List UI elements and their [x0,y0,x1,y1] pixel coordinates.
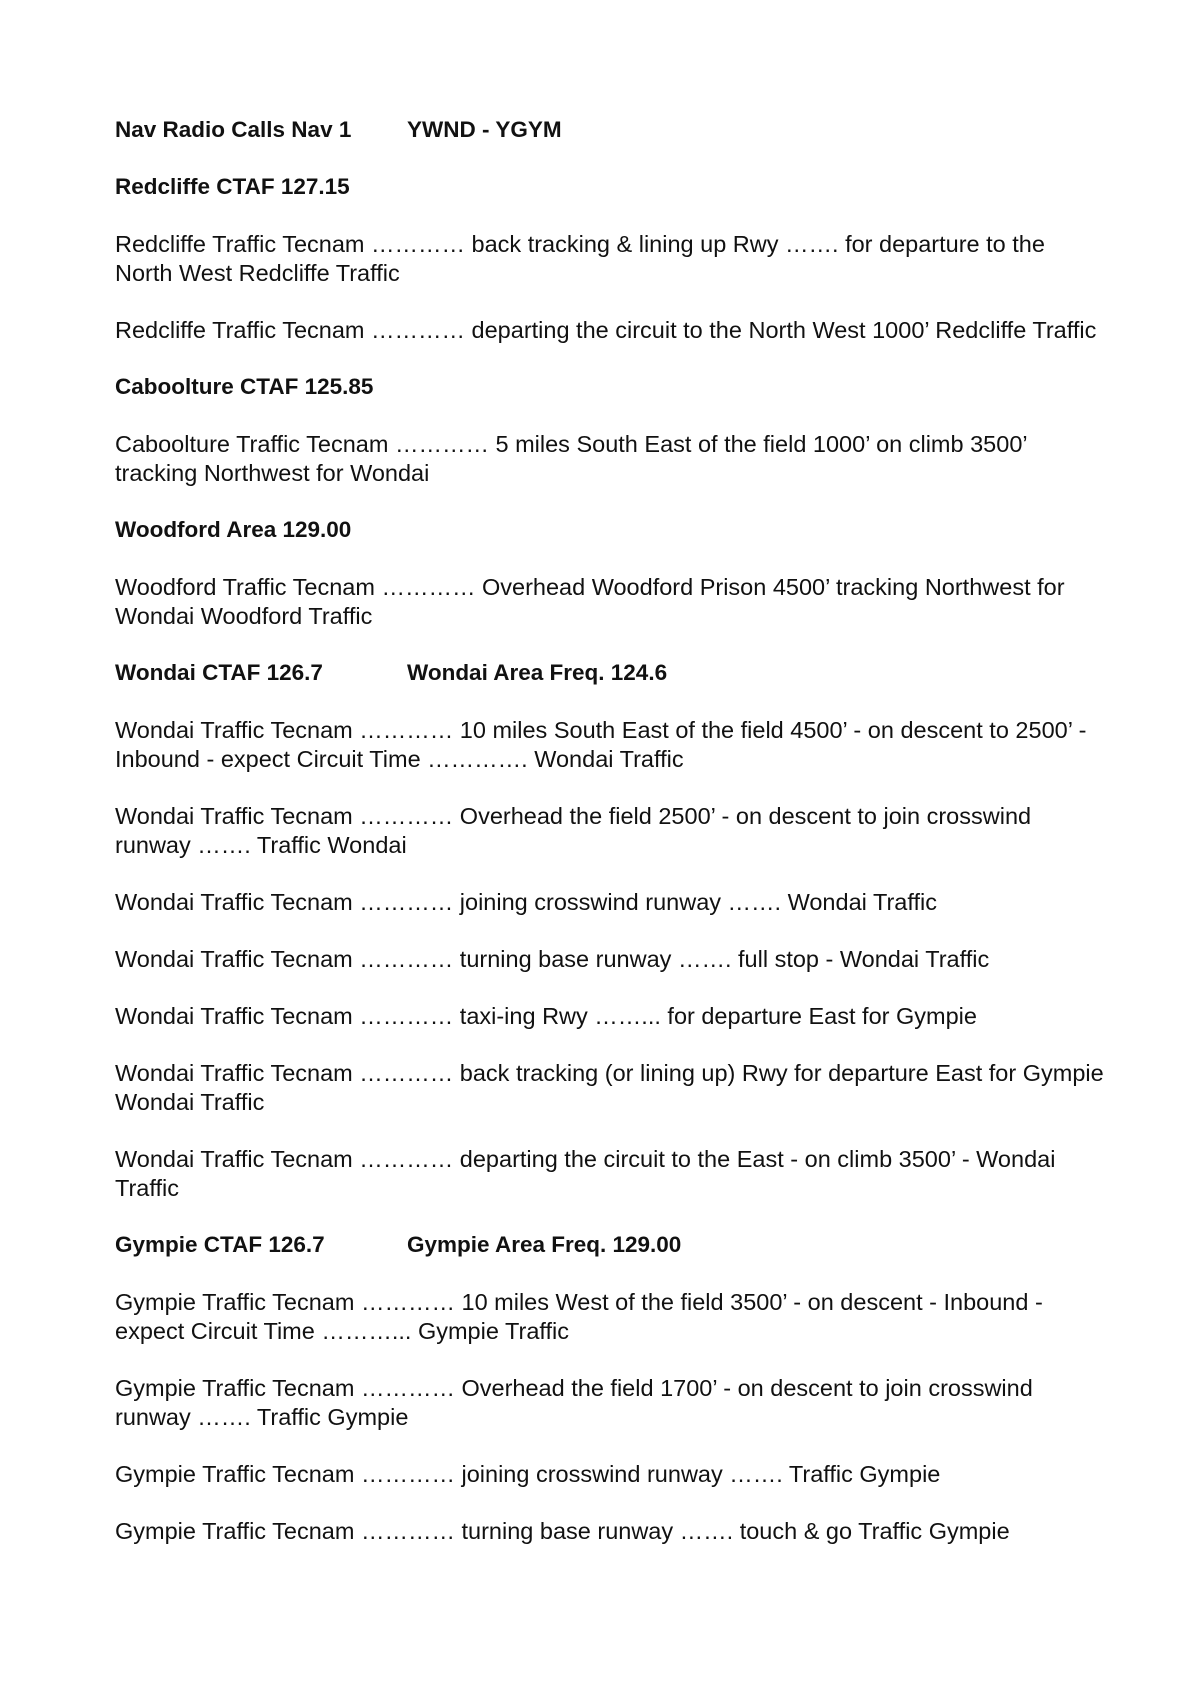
section-heading-left: Gympie CTAF 126.7 [115,1232,325,1257]
radio-call: Woodford Traffic Tecnam ………… Overhead Woodford Prison 4500’ tracking Northwest for Wondai Woodford Traffic [115,574,1065,629]
section-heading-left: Caboolture CTAF 125.85 [115,374,374,399]
radio-call: Wondai Traffic Tecnam ………… departing the circuit to the East - on climb 3500’ - Wondai Traffic [115,1146,1056,1201]
section-heading-right: Wondai Area Freq. 124.6 [407,660,668,685]
title-left: Nav Radio Calls Nav 1 [115,117,352,142]
section-heading-right: Gympie Area Freq. 129.00 [407,1232,682,1257]
radio-call: Redcliffe Traffic Tecnam ………… back tracking & lining up Rwy ……. for departure to the North West Redcliffe Traffic [115,231,1045,286]
radio-call: Wondai Traffic Tecnam ………… taxi-ing Rwy ……... for departure East for Gympie [115,1003,977,1029]
section-heading-wondai [115,659,1100,687]
radio-call: Wondai Traffic Tecnam ………… joining crosswind runway ……. Wondai Traffic [115,889,937,915]
section-heading-gympie [115,1231,1100,1259]
radio-call: Wondai Traffic Tecnam ………… turning base runway ……. full stop - Wondai Traffic [115,946,990,972]
section-heading-caboolture [115,373,1100,401]
title-right: YWND - YGYM [407,117,562,142]
section-heading-redcliffe [115,173,1100,201]
radio-call: Redcliffe Traffic Tecnam ………… departing the circuit to the North West 1000’ Redcliffe Traffic [115,317,1097,343]
radio-call: Gympie Traffic Tecnam ………… Overhead the field 1700’ - on descent to join crosswind runway ……. Traffic Gympie [115,1375,1033,1430]
radio-call: Gympie Traffic Tecnam ………… 10 miles West of the field 3500’ - on descent - Inbound - expect Circuit Time ………... Gympie Traffic [115,1289,1043,1344]
radio-call: Wondai Traffic Tecnam ………… 10 miles South East of the field 4500’ - on descent to 2500’ - Inbound - expect Circuit Time …………. Wondai Traffic [115,717,1087,772]
section-heading-left: Redcliffe CTAF 127.15 [115,174,350,199]
radio-call: Gympie Traffic Tecnam ………… joining crosswind runway ……. Traffic Gympie [115,1461,941,1487]
document-title [115,116,1100,144]
section-heading-left: Woodford Area 129.00 [115,517,352,542]
radio-call: Caboolture Traffic Tecnam ………… 5 miles South East of the field 1000’ on climb 3500’ tracking Northwest for Wondai [115,431,1027,486]
radio-call: Wondai Traffic Tecnam ………… back tracking (or lining up) Rwy for departure East for Gympie Wondai Traffic [115,1060,1104,1115]
document-page [115,116,1104,1574]
section-heading-left: Wondai CTAF 126.7 [115,660,323,685]
radio-call: Gympie Traffic Tecnam ………… turning base runway ……. touch & go Traffic Gympie [115,1518,1010,1544]
section-heading-woodford [115,516,1100,544]
radio-call: Wondai Traffic Tecnam ………… Overhead the field 2500’ - on descent to join crosswind runway ……. Traffic Wondai [115,803,1032,858]
